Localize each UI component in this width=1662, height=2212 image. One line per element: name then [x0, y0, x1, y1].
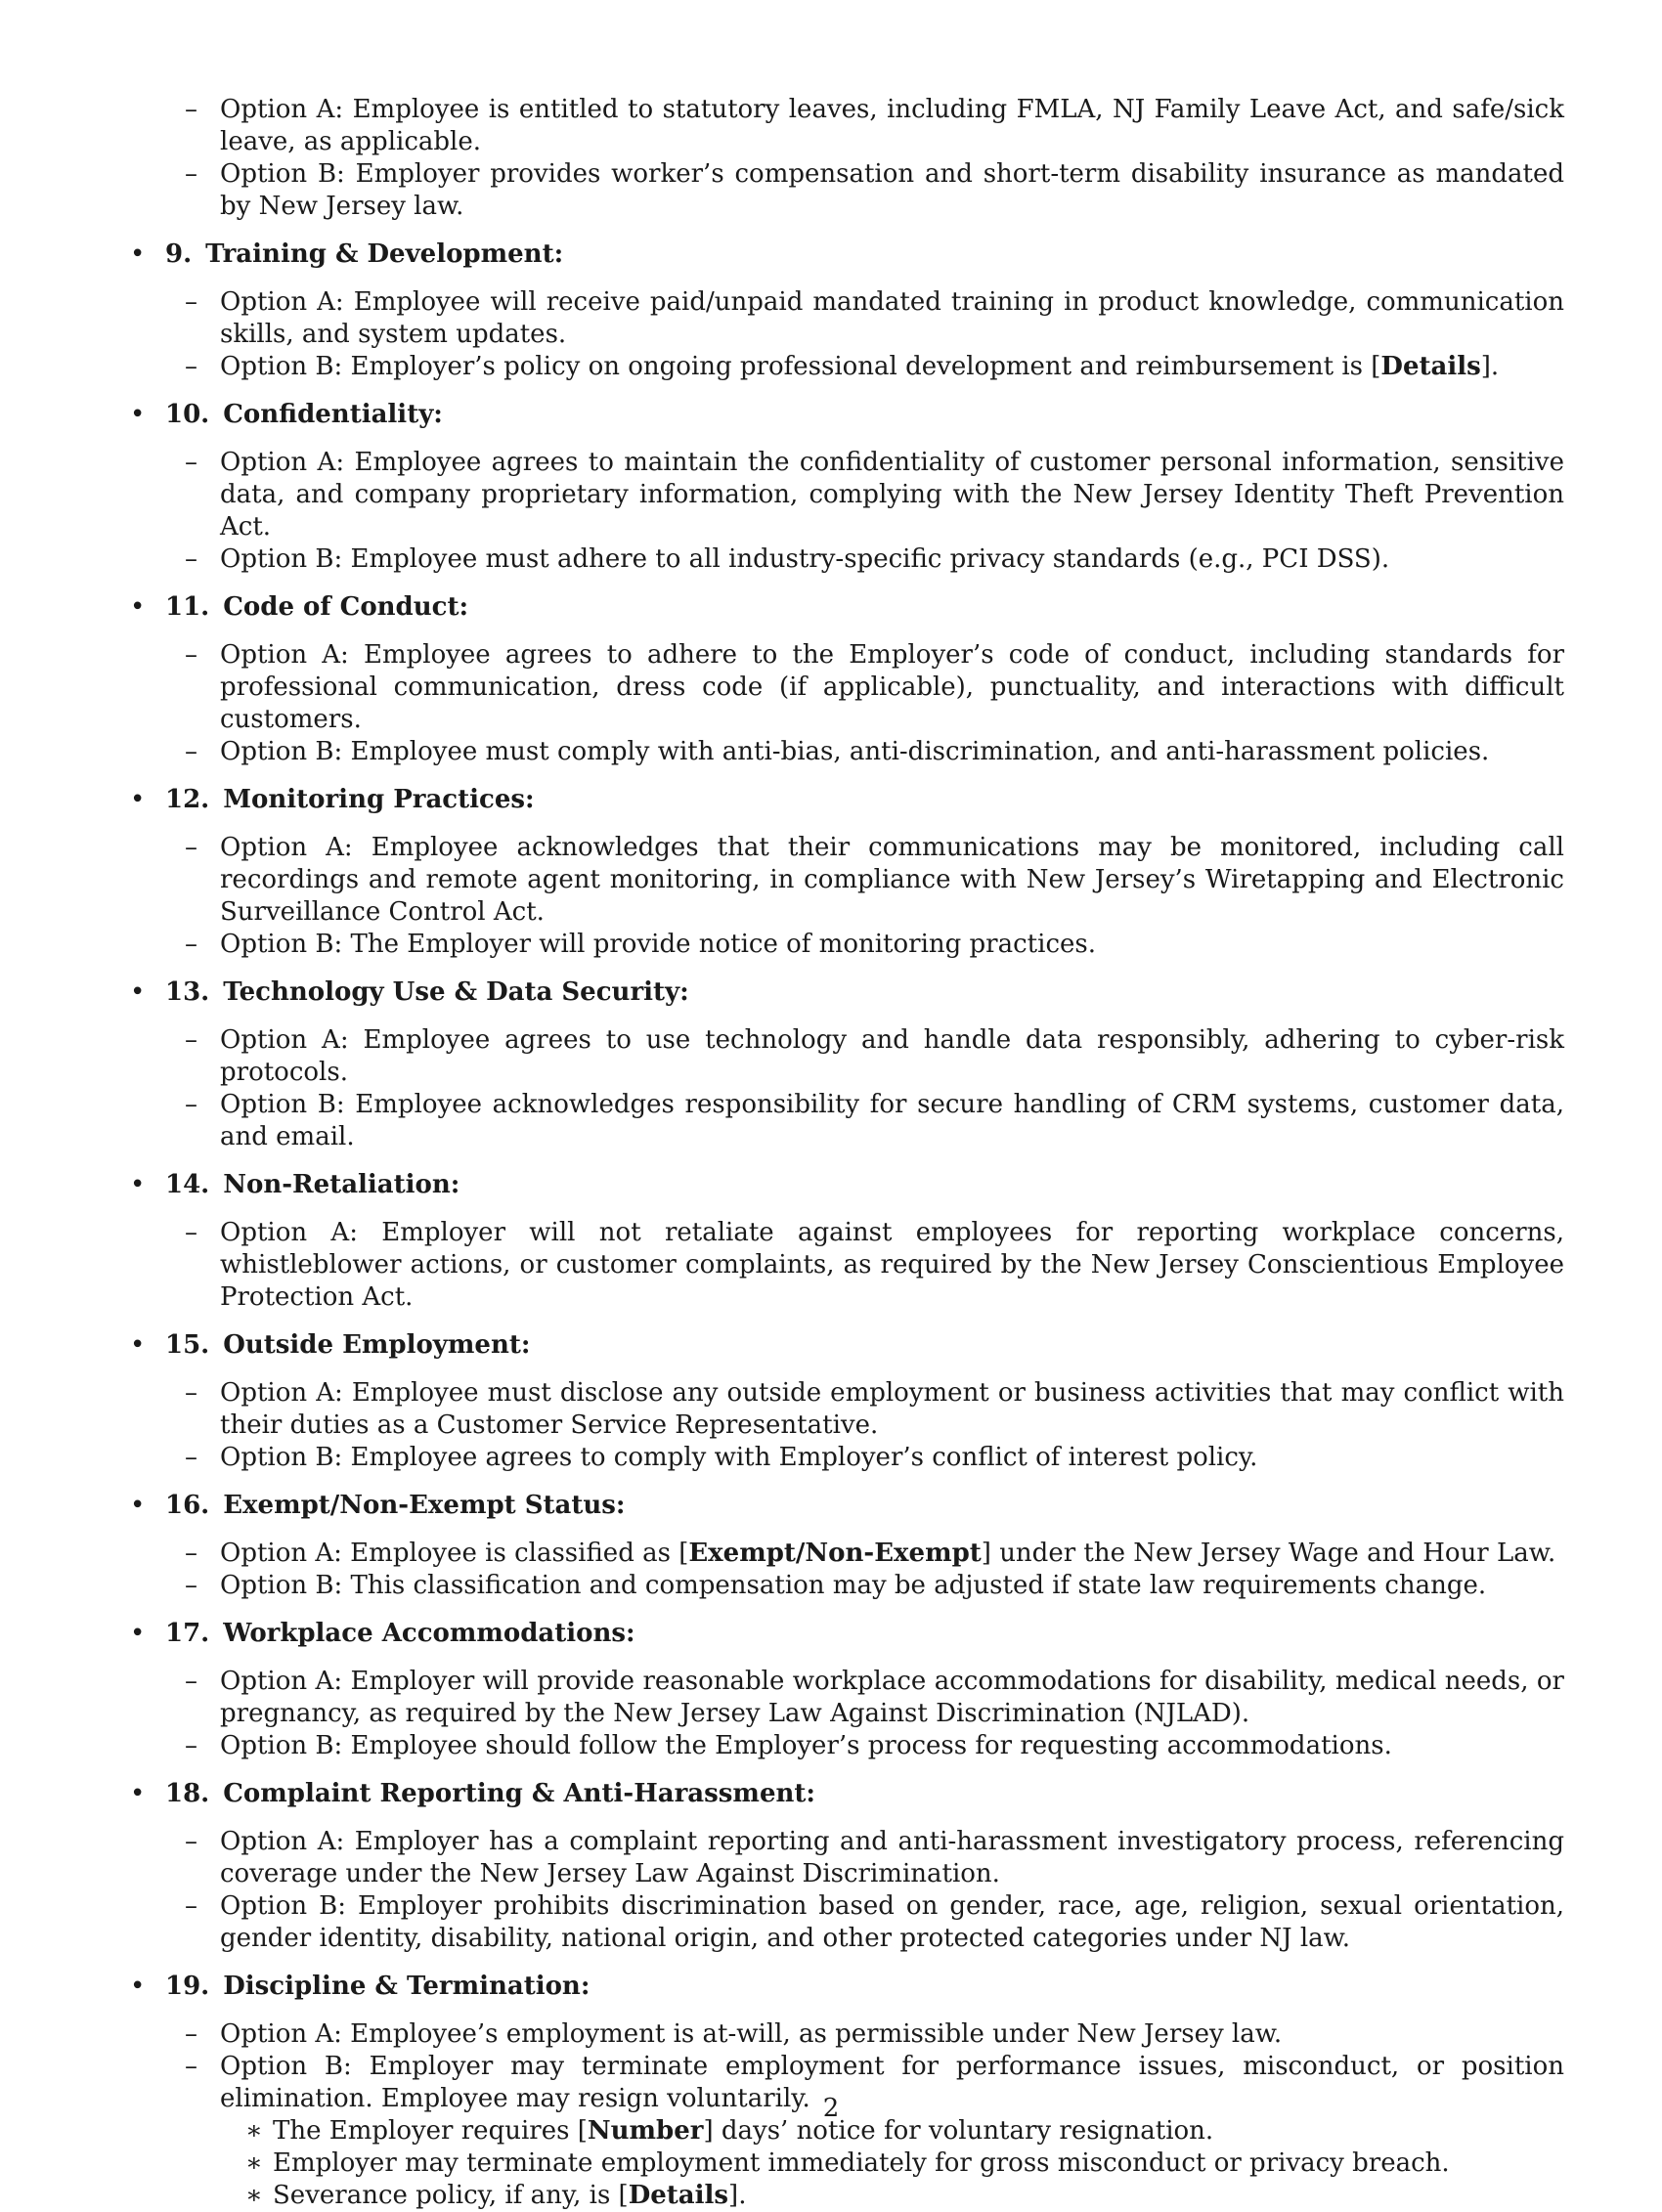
option-text: Option B: Employer’s policy on ongoing professional development and reimbursement is [	[220, 352, 1381, 381]
section-number: 17.	[165, 1619, 210, 1648]
sub-item-text-end: ].	[728, 2181, 747, 2210]
dash-marker: –	[185, 1731, 197, 1760]
section-heading	[130, 591, 1564, 624]
section-16	[130, 1490, 1564, 1602]
sub-item	[165, 2180, 1564, 2212]
dash-marker: –	[185, 95, 197, 124]
section-number: 11.	[165, 592, 210, 622]
section-11	[130, 591, 1564, 768]
option-text: Option B: Employee acknowledges responsibility for secure handling of CRM systems, customer data, and email.	[220, 1090, 1564, 1151]
option-list	[165, 1666, 1564, 1762]
option-item	[165, 1826, 1564, 1890]
section-title: Confidentiality:	[223, 400, 443, 429]
option-item	[165, 543, 1564, 576]
section-leave-continued	[130, 94, 1564, 223]
dash-marker: –	[185, 159, 197, 189]
option-list	[165, 1024, 1564, 1153]
dash-marker: –	[185, 448, 197, 477]
dash-marker: –	[185, 1891, 197, 1921]
section-title: Complaint Reporting & Anti-Harassment:	[223, 1779, 815, 1808]
section-15	[130, 1329, 1564, 1474]
section-14	[130, 1169, 1564, 1314]
section-heading	[130, 1329, 1564, 1362]
dash-marker: –	[185, 352, 197, 381]
section-number: 15.	[165, 1330, 210, 1360]
section-heading	[130, 1618, 1564, 1650]
option-item	[165, 1570, 1564, 1602]
option-item	[165, 1538, 1564, 1570]
option-text: Option B: Employer prohibits discrimination based on gender, race, age, religion, sexual orientation, gender identity, disability, national origin, and other protected categories under NJ law.	[220, 1891, 1564, 1953]
bullet-marker: •	[130, 1619, 146, 1648]
option-text: Option B: Employee should follow the Employer’s process for requesting accommodations.	[220, 1731, 1392, 1760]
option-item	[165, 929, 1564, 961]
option-text: Option A: Employee agrees to use technology and handle data responsibly, adhering to cyber-risk protocols.	[220, 1025, 1564, 1087]
section-heading	[130, 784, 1564, 816]
sub-item-text: Employer may terminate employment immediately for gross misconduct or privacy breach.	[273, 2148, 1450, 2178]
sub-item-text-end: ] days’ notice for voluntary resignation.	[703, 2116, 1214, 2146]
section-13	[130, 976, 1564, 1153]
section-title: Non-Retaliation:	[223, 1170, 460, 1199]
option-item	[165, 1377, 1564, 1442]
option-list	[165, 447, 1564, 576]
section-17	[130, 1618, 1564, 1762]
option-text: Option B: This classification and compensation may be adjusted if state law requirements change.	[220, 1571, 1487, 1600]
dash-marker: –	[185, 1443, 197, 1472]
option-text: Option A: Employer will not retaliate against employees for reporting workplace concerns, whistleblower actions, or customer complaints, as required by the New Jersey Conscientious Employee Protection Act.	[220, 1218, 1564, 1312]
bullet-marker: •	[130, 1330, 146, 1360]
section-title: Workplace Accommodations:	[223, 1619, 635, 1648]
section-heading	[130, 1490, 1564, 1522]
dash-marker: –	[185, 1667, 197, 1696]
option-item	[165, 1089, 1564, 1153]
sub-item-text: The Employer requires [	[273, 2116, 588, 2146]
section-19	[130, 1971, 1564, 2212]
option-text: Option A: Employee must disclose any outside employment or business activities that may conflict with their duties as a Customer Service Representative.	[220, 1378, 1564, 1440]
dash-marker: –	[185, 1025, 197, 1055]
option-list	[165, 639, 1564, 768]
dash-marker: –	[185, 737, 197, 766]
dash-marker: –	[185, 2019, 197, 2049]
placeholder-field: Number	[587, 2116, 704, 2146]
section-heading	[130, 1778, 1564, 1810]
option-item	[165, 351, 1564, 383]
dash-marker: –	[185, 287, 197, 317]
dash-marker: –	[185, 1218, 197, 1247]
dash-marker: –	[185, 1571, 197, 1600]
option-item	[165, 2018, 1564, 2051]
section-heading	[130, 1169, 1564, 1201]
bullet-marker: •	[130, 977, 146, 1007]
option-text: Option A: Employee is entitled to statutory leaves, including FMLA, NJ Family Leave Act, and safe/sick leave, as applicable.	[220, 95, 1564, 156]
sub-item-text: Severance policy, if any, is [	[273, 2181, 629, 2210]
option-text: Option A: Employee agrees to adhere to the Employer’s code of conduct, including standards for professional communication, dress code (if applicable), punctuality, and interactions with difficult customers.	[220, 640, 1564, 734]
option-item	[165, 832, 1564, 929]
bullet-marker: •	[130, 1779, 146, 1808]
option-text: Option A: Employee acknowledges that their communications may be monitored, including call recordings and remote agent monitoring, in compliance with New Jersey’s Wiretapping and Electronic Surveillance Control Act.	[220, 833, 1564, 927]
bullet-marker: •	[130, 400, 146, 429]
star-marker: ∗	[245, 2181, 263, 2210]
dash-marker: –	[185, 544, 197, 574]
dash-marker: –	[185, 1090, 197, 1119]
option-text: Option B: Employer may terminate employment for performance issues, misconduct, or position elimination. Employee may resign voluntarily.	[220, 2052, 1564, 2113]
section-title: Outside Employment:	[223, 1330, 531, 1360]
placeholder-field: Exempt/Non-Exempt	[688, 1539, 982, 1568]
option-item	[165, 1730, 1564, 1762]
section-18	[130, 1778, 1564, 1955]
option-item	[165, 1024, 1564, 1089]
option-text: Option A: Employee will receive paid/unpaid mandated training in product knowledge, communication skills, and system updates.	[220, 287, 1564, 349]
section-number: 10.	[165, 400, 210, 429]
section-12	[130, 784, 1564, 961]
section-title: Technology Use & Data Security:	[223, 977, 689, 1007]
section-number: 13.	[165, 977, 210, 1007]
option-item	[165, 736, 1564, 768]
placeholder-field: Details	[1380, 352, 1481, 381]
page-number: 2	[822, 2094, 840, 2123]
dash-marker: –	[185, 2052, 197, 2081]
bullet-marker: •	[130, 239, 146, 269]
option-text: Option B: The Employer will provide notice of monitoring practices.	[220, 930, 1096, 959]
bullet-marker: •	[130, 785, 146, 814]
option-item	[165, 639, 1564, 736]
option-item	[165, 1217, 1564, 1314]
option-list	[165, 1217, 1564, 1314]
option-text: Option A: Employee is classified as [	[220, 1539, 689, 1568]
option-item	[165, 94, 1564, 158]
option-list	[165, 286, 1564, 383]
option-text-end: ] under the New Jersey Wage and Hour Law.	[981, 1539, 1556, 1568]
document-body	[130, 94, 1564, 2212]
section-heading	[130, 399, 1564, 431]
option-item	[165, 158, 1564, 223]
bullet-marker: •	[130, 592, 146, 622]
bullet-marker: •	[130, 1170, 146, 1199]
dash-marker: –	[185, 833, 197, 862]
section-9	[130, 239, 1564, 383]
dash-marker: –	[185, 640, 197, 670]
option-list	[165, 1538, 1564, 1602]
option-text: Option B: Employer provides worker’s compensation and short-term disability insurance as mandated by New Jersey law.	[220, 159, 1564, 221]
option-list	[165, 1377, 1564, 1474]
section-10	[130, 399, 1564, 576]
option-text: Option A: Employer has a complaint reporting and anti-harassment investigatory process, referencing coverage under the New Jersey Law Against Discrimination.	[220, 1827, 1564, 1888]
dash-marker: –	[185, 1378, 197, 1408]
section-title: Monitoring Practices:	[223, 785, 535, 814]
option-text: Option A: Employee agrees to maintain the confidentiality of customer personal information, sensitive data, and company proprietary information, complying with the New Jersey Identity Theft Prevention Act.	[220, 448, 1564, 542]
section-title: Exempt/Non-Exempt Status:	[223, 1491, 626, 1520]
dash-marker: –	[185, 930, 197, 959]
option-item	[165, 1442, 1564, 1474]
option-item	[165, 447, 1564, 543]
section-title: Discipline & Termination:	[223, 1972, 590, 2001]
bullet-marker: •	[130, 1491, 146, 1520]
section-title: Code of Conduct:	[223, 592, 469, 622]
section-number: 9.	[165, 239, 193, 269]
section-heading	[130, 239, 1564, 271]
placeholder-field: Details	[628, 2181, 729, 2210]
section-number: 18.	[165, 1779, 210, 1808]
star-marker: ∗	[245, 2116, 263, 2146]
option-list	[165, 1826, 1564, 1955]
option-list	[165, 94, 1564, 223]
bullet-marker: •	[130, 1972, 146, 2001]
section-heading	[130, 1971, 1564, 2003]
sub-item	[165, 2147, 1564, 2180]
option-list	[165, 832, 1564, 961]
section-number: 14.	[165, 1170, 210, 1199]
option-item	[165, 1890, 1564, 1955]
dash-marker: –	[185, 1539, 197, 1568]
option-text-end: ].	[1480, 352, 1500, 381]
star-marker: ∗	[245, 2148, 263, 2178]
section-number: 19.	[165, 1972, 210, 2001]
dash-marker: –	[185, 1827, 197, 1856]
option-item	[165, 286, 1564, 351]
option-text: Option A: Employer will provide reasonable workplace accommodations for disability, medical needs, or pregnancy, as required by the New Jersey Law Against Discrimination (NJLAD).	[220, 1667, 1564, 1728]
section-title: Training & Development:	[205, 239, 564, 269]
option-text: Option A: Employee’s employment is at-will, as permissible under New Jersey law.	[220, 2019, 1283, 2049]
section-number: 12.	[165, 785, 210, 814]
option-item	[165, 1666, 1564, 1730]
section-heading	[130, 976, 1564, 1009]
option-text: Option B: Employee must adhere to all industry-specific privacy standards (e.g., PCI DSS).	[220, 544, 1390, 574]
sub-item-list	[165, 2115, 1564, 2212]
option-text: Option B: Employee agrees to comply with Employer’s conflict of interest policy.	[220, 1443, 1258, 1472]
option-text: Option B: Employee must comply with anti-bias, anti-discrimination, and anti-harassment policies.	[220, 737, 1490, 766]
section-number: 16.	[165, 1491, 210, 1520]
